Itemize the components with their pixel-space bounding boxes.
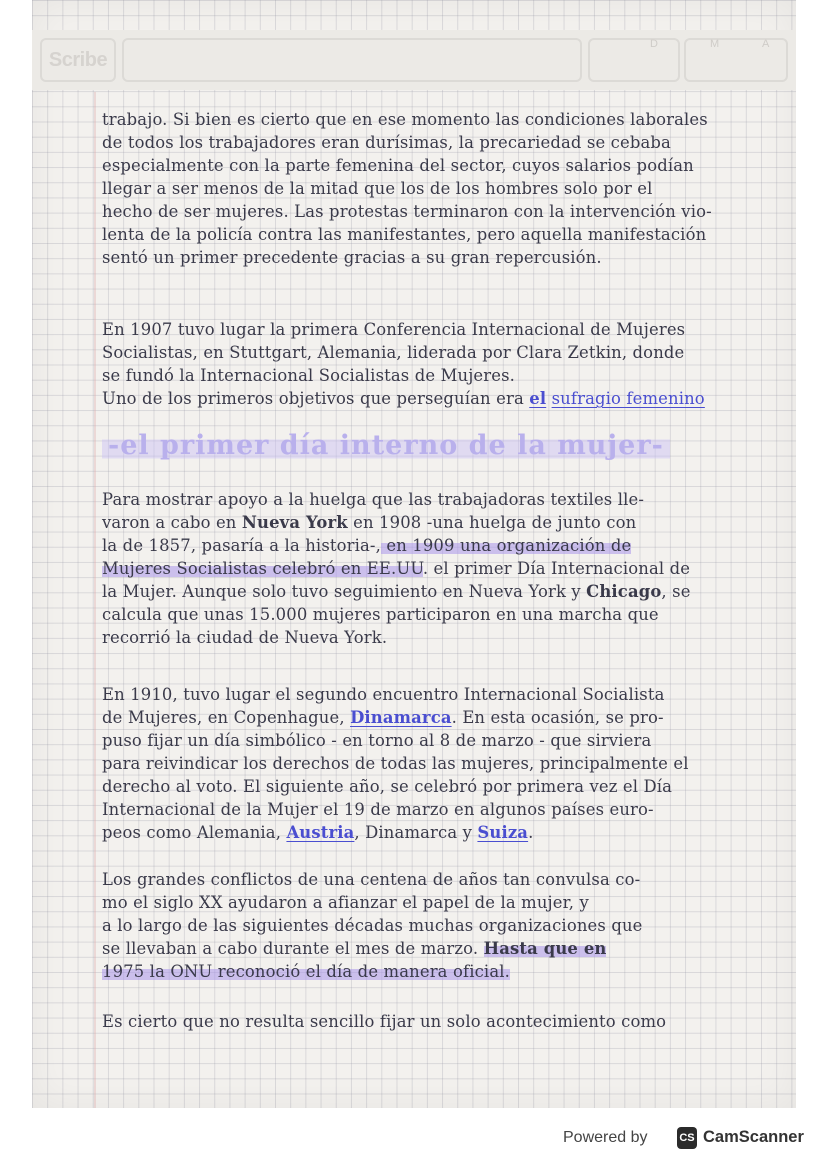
text-segment: peos como Alemania, <box>102 823 287 842</box>
paragraph-4 <box>102 683 772 844</box>
text-line: de todos los trabajadores eran durísimas, la precariedad se cebaba <box>102 133 671 152</box>
text-line: especialmente con la parte femenina del sector, cuyos salarios podían <box>102 156 694 175</box>
text-segment: . <box>528 823 534 842</box>
text-line <box>102 534 772 557</box>
text-line: trabajo. Si bien es cierto que en ese momento las condiciones laborales <box>102 110 708 129</box>
text-line: Es cierto que no resulta sencillo fijar un solo acontecimiento como <box>102 1012 667 1031</box>
highlight-onu: 1975 la ONU reconoció el día de manera oficial. <box>102 962 510 981</box>
text-line: llegar a ser menos de la mitad que los de los hombres solo por el <box>102 179 653 198</box>
text-line: Internacional de la Mujer el 19 de marzo en algunos países euro- <box>102 800 654 819</box>
margin-line <box>94 92 96 1108</box>
header-title-field <box>122 38 582 82</box>
brand-text: Scribe <box>48 48 108 71</box>
highlight-hasta-que: Hasta que en <box>483 939 607 958</box>
text-segment: . el primer Día Internacional de <box>422 559 691 578</box>
text-line: mo el siglo XX ayudaron a afianzar el papel de la mujer, y <box>102 893 589 912</box>
paragraph-2 <box>102 318 772 410</box>
emphasis-chicago: Chicago <box>586 582 662 601</box>
text-line: para reivindicar los derechos de todas las mujeres, principalmente el <box>102 754 689 773</box>
text-line: En 1907 tuvo lugar la primera Conferencia Internacional de Mujeres <box>102 320 686 339</box>
header-month-field <box>684 38 788 82</box>
text-line: recorrió la ciudad de Nueva York. <box>102 628 388 647</box>
camscanner-brand: CamScanner <box>703 1128 804 1146</box>
text-segment: en 1908 -una huelga de junto con <box>347 513 637 532</box>
text-line: puso fijar un día simbólico - en torno al 8 de marzo - que sirviera <box>102 731 652 750</box>
text-line: se fundó la Internacional Socialistas de Mujeres. <box>102 366 516 385</box>
text-line <box>102 821 772 844</box>
text-line: En 1910, tuvo lugar el segundo encuentro Internacional Socialista <box>102 685 665 704</box>
text-line <box>102 937 772 960</box>
text-line: Para mostrar apoyo a la huelga que las trabajadoras textiles lle- <box>102 490 645 509</box>
underlined-austria: Austria <box>286 823 355 842</box>
date-letter-m: M <box>710 38 720 50</box>
brand-logo <box>40 38 116 82</box>
text-line: calcula que unas 15.000 mujeres participaron en una marcha que <box>102 605 659 624</box>
underlined-suiza: Suiza <box>477 823 529 842</box>
text-line <box>102 511 772 534</box>
text-line <box>102 557 772 580</box>
text-line <box>102 580 772 603</box>
text-segment: de Mujeres, en Copenhague, <box>102 708 351 727</box>
header-date-field <box>588 38 680 82</box>
text-segment: varon a cabo en <box>102 513 242 532</box>
underlined-word: el <box>529 389 547 408</box>
text-line <box>102 387 772 410</box>
text-line <box>102 706 772 729</box>
text-line: Socialistas, en Stuttgart, Alemania, liderada por Clara Zetkin, donde <box>102 343 685 362</box>
camscanner-logo-icon <box>677 1127 697 1149</box>
date-letter-d: D <box>650 38 658 50</box>
highlight-1909: en 1909 una organización de <box>381 536 632 555</box>
text-line: sentó un primer precedente gracias a su gran repercusión. <box>102 248 602 267</box>
page-header <box>32 30 796 90</box>
highlight-socialistas: Mujeres Socialistas celebró en EE.UU <box>102 559 423 578</box>
text-segment: . En esta ocasión, se pro- <box>451 708 664 727</box>
text-segment: la de 1857, pasaría a la historia-, <box>102 536 381 555</box>
underlined-dinamarca: Dinamarca <box>350 708 452 727</box>
date-letter-a: A <box>762 38 770 50</box>
text-segment: , se <box>661 582 691 601</box>
text-segment: Uno de los primeros objetivos que perseguían era <box>102 389 524 408</box>
text-segment: se llevaban a cabo durante el mes de marzo. <box>102 939 484 958</box>
text-line: derecho al voto. El siguiente año, se celebró por primera vez el Día <box>102 777 673 796</box>
paragraph-6 <box>102 1010 772 1033</box>
notebook-page <box>32 0 796 1108</box>
text-segment: la Mujer. Aunque solo tuvo seguimiento en Nueva York y <box>102 582 587 601</box>
text-segment: , Dinamarca y <box>354 823 478 842</box>
powered-by-text: Powered by <box>563 1129 648 1146</box>
text-line: Los grandes conflictos de una centena de años tan convulsa co- <box>102 870 641 889</box>
text-line: a lo largo de las siguientes décadas muchas organizaciones que <box>102 916 643 935</box>
text-line: hecho de ser mujeres. Las protestas terminaron con la intervención vio- <box>102 202 712 221</box>
section-heading: -el primer día interno de la mujer- <box>102 430 670 461</box>
text-line: lenta de la policía contra las manifestantes, pero aquella manifestación <box>102 225 707 244</box>
logo-glyph: CS <box>679 1132 695 1144</box>
paragraph-3 <box>102 488 772 649</box>
highlighted-term: sufragio femenino <box>551 389 705 408</box>
paragraph-1 <box>102 108 772 269</box>
paragraph-5 <box>102 868 772 983</box>
emphasis-nueva-york: Nueva York <box>241 513 348 532</box>
text-line <box>102 960 772 983</box>
